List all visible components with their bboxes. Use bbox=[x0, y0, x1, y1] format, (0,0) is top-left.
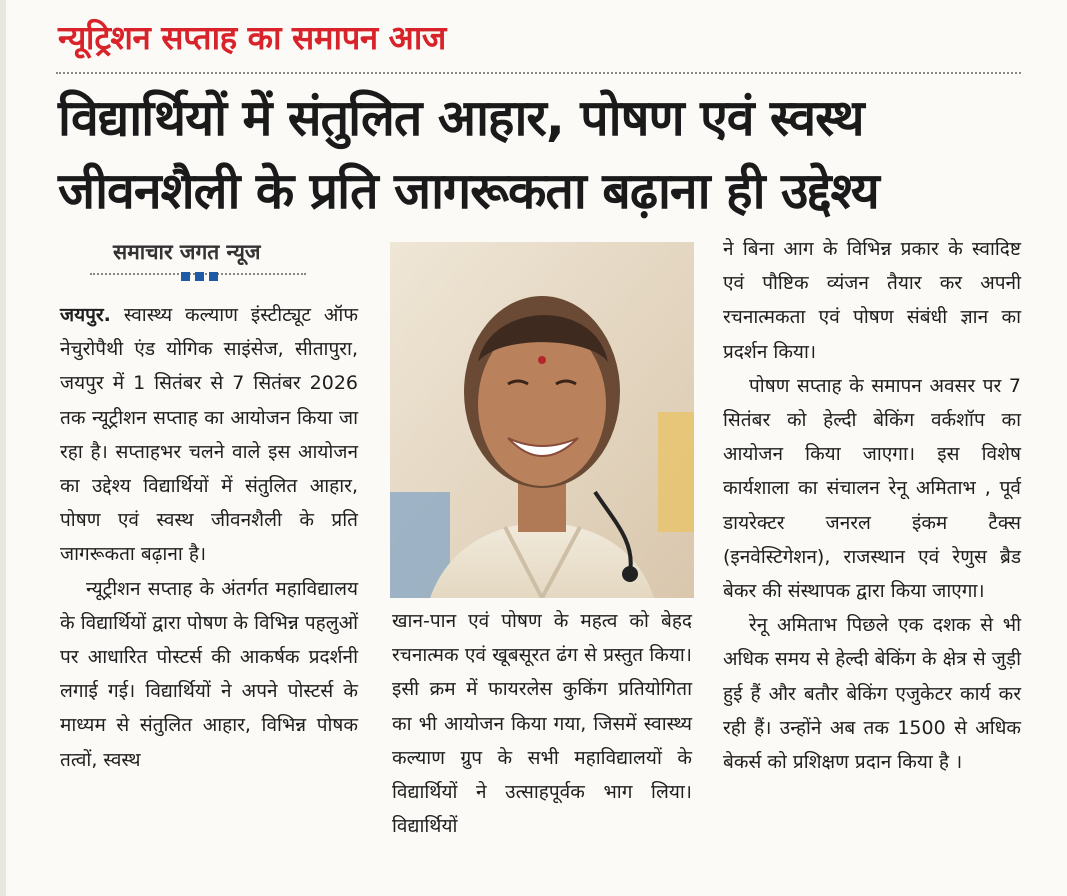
column-1-paragraph-1 bbox=[60, 298, 358, 572]
ornament-square bbox=[195, 272, 204, 281]
headline-line-1: विद्यार्थियों में संतुलित आहार, पोषण एवं स्वस्थ bbox=[58, 89, 864, 147]
headline bbox=[58, 82, 1028, 228]
column-1-text-1: स्वास्थ्य कल्याण इंस्टीट्यूट ऑफ नेचुरोपैथी एंड योगिक साइंसेज, सीतापुरा, जयपुर में 1 सितंबर से 7 सितंबर 2026 तक न्यूट्रीशन सप्ताह का आयोजन किया जा रहा है। सप्ताहभर चलने वाले इस आयोजन का उद्देश्य विद्यार्थियों में संतुलित आहार, पोषण एवं स्वस्थ जीवनशैली के प्रति जागरूकता बढ़ाना है। bbox=[60, 304, 358, 566]
byline: समाचार जगत न्यूज bbox=[113, 240, 261, 264]
headline-line-2: जीवनशैली के प्रति जागरूकता बढ़ाना ही उद्देश्य bbox=[58, 162, 879, 220]
column-3-paragraph-2: पोषण सप्ताह के समापन अवसर पर 7 सितंबर को हेल्दी बेकिंग वर्कशॉप का आयोजन किया जाएगा। इस विशेष कार्यशाला का संचालन रेनू अमिताभ , पूर्व डायरेक्टर जनरल इंकम टैक्स (इनवेस्टिगेशन), राजस्थान एवं रेणुस ब्रैड बेकर की संस्थापक द्वारा किया जाएगा। bbox=[723, 374, 1021, 603]
column-3-paragraph-1: ने बिना आग के विभिन्न प्रकार के स्वादिष्ट एवं पौष्टिक व्यंजन तैयार कर अपनी रचनात्मकता एवं पोषण संबंधी ज्ञान का प्रदर्शन किया। bbox=[723, 238, 1021, 363]
article-column-1 bbox=[60, 298, 358, 777]
kicker-heading: न्यूट्रिशन सप्ताह का समापन आज bbox=[58, 18, 446, 57]
byline-ornament bbox=[181, 272, 218, 281]
article-column-3 bbox=[723, 232, 1021, 779]
ornament-square bbox=[181, 272, 190, 281]
dateline: जयपुर. bbox=[60, 304, 111, 326]
page-edge bbox=[0, 0, 6, 896]
column-1-paragraph-2: न्यूट्रीशन सप्ताह के अंतर्गत महाविद्यालय के विद्यार्थियों द्वारा पोषण के विभिन्न पहलुओं पर आधारित पोस्टर्स की आकर्षक प्रदर्शनी लगाई गई। विद्यार्थियों ने अपने पोस्टर्स के माध्यम से संतुलित आहार, विभिन्न पोषक तत्वों, स्वस्थ bbox=[60, 577, 358, 771]
kicker-divider bbox=[56, 72, 1021, 74]
ornament-square bbox=[209, 272, 218, 281]
portrait-photo bbox=[390, 242, 694, 598]
article-column-2 bbox=[392, 604, 692, 843]
portrait-illustration bbox=[390, 242, 694, 598]
column-3-paragraph-3: रेनू अमिताभ पिछले एक दशक से भी अधिक समय से हेल्दी बेकिंग के क्षेत्र से जुड़ी हुई हैं और बतौर बेकिंग एजुकेटर कार्य कर रही हैं। उन्होंने अब तक 1500 से अधिक बेकर्स को प्रशिक्षण प्रदान किया है । bbox=[723, 614, 1021, 774]
column-2-paragraph-1: खान-पान एवं पोषण के महत्व को बेहद रचनात्मक एवं खूबसूरत ढंग से प्रस्तुत किया। इसी क्रम में फायरलेस कुकिंग प्रतियोगिता का भी आयोजन किया गया, जिसमें स्वास्थ्य कल्याण ग्रुप के सभी महाविद्यालयों के विद्यार्थियों ने उत्साहपूर्वक भाग लिया। विद्यार्थियों bbox=[392, 610, 692, 838]
